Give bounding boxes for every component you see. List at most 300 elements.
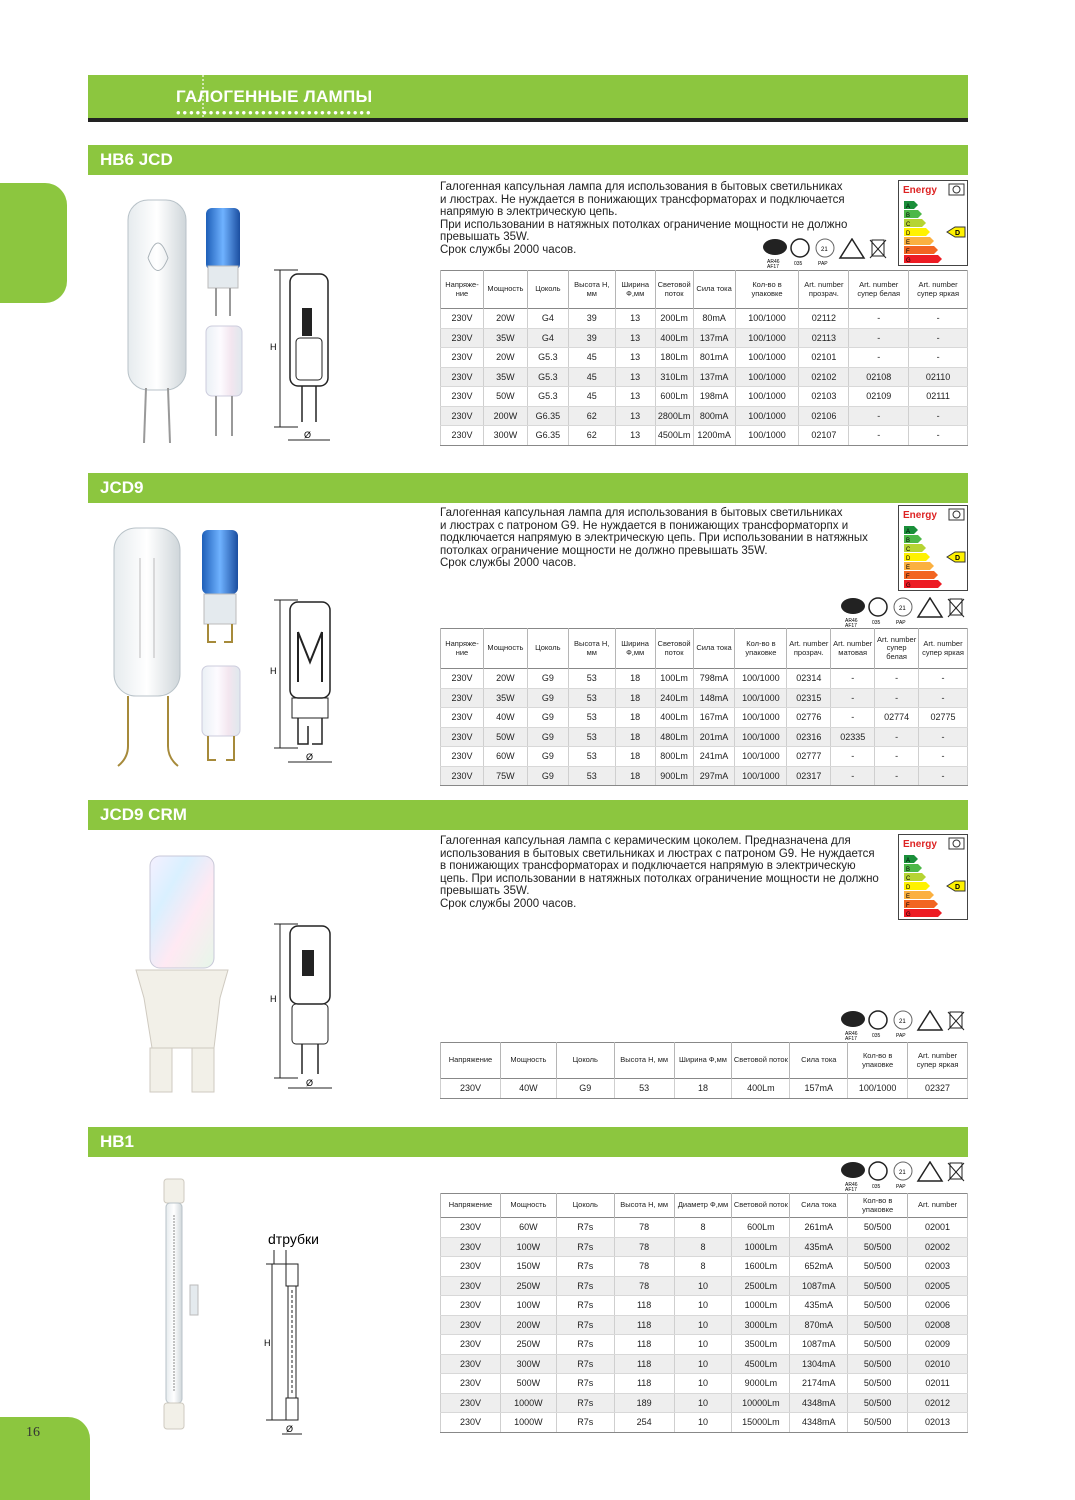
- table-cell: 02013: [908, 1413, 968, 1433]
- table-cell: -: [909, 406, 968, 426]
- description-line: Срок службы 2000 часов.: [440, 243, 577, 256]
- table-cell: 167mA: [693, 708, 735, 728]
- height-label: H: [270, 666, 277, 676]
- table-cell: 02314: [787, 669, 831, 689]
- table-cell: 02106: [799, 406, 849, 426]
- table-cell: 3500Lm: [732, 1335, 790, 1355]
- table-cell: G9: [527, 708, 568, 728]
- table-cell: 1087mA: [790, 1335, 848, 1355]
- table-cell: 100/1000: [735, 766, 787, 786]
- table-cell: 230V: [441, 1237, 501, 1257]
- table-cell: 100W: [500, 1296, 556, 1316]
- description-jcd9: [440, 507, 868, 570]
- table-cell: 02110: [909, 367, 968, 387]
- table-cell: 100/1000: [735, 727, 787, 747]
- table-cell: 78: [614, 1218, 674, 1238]
- table-cell: G5.3: [527, 367, 568, 387]
- table-cell: 100Lm: [655, 669, 693, 689]
- table-row: [441, 727, 968, 747]
- energy-scale: [899, 506, 967, 590]
- table-cell: 201mA: [693, 727, 735, 747]
- svg-text:A: A: [906, 858, 911, 864]
- table-cell: 1087mA: [790, 1276, 848, 1296]
- table-cell: 230V: [441, 669, 484, 689]
- table-cell: 118: [614, 1315, 674, 1335]
- table-cell: 297mA: [693, 766, 735, 786]
- table-cell: 230V: [441, 1354, 501, 1374]
- table-cell: 230V: [441, 688, 484, 708]
- column-header: Сила тока: [693, 629, 735, 669]
- lamp-photo-r7s: [150, 1175, 210, 1440]
- description-line: и люстрах. Не нуждается в понижающих трансформаторах и подключается: [440, 193, 845, 206]
- table-cell: 02011: [908, 1374, 968, 1394]
- svg-text:D: D: [906, 231, 911, 237]
- table-cell: R7s: [556, 1257, 614, 1277]
- table-cell: 118: [614, 1296, 674, 1316]
- column-header: Ширина Ф,мм: [615, 271, 655, 309]
- column-header: Мощность: [483, 629, 527, 669]
- column-header: Art. number супер яркая: [919, 629, 968, 669]
- table-cell: 10: [674, 1335, 732, 1355]
- table-cell: 500W: [500, 1374, 556, 1394]
- table-cell: 1200mA: [693, 426, 735, 446]
- table-row: [441, 426, 968, 446]
- certification-icons: [838, 597, 968, 627]
- spec-table-jcd9: [440, 628, 968, 786]
- table-cell: 200W: [500, 1315, 556, 1335]
- table-cell: G4: [527, 309, 568, 329]
- table-cell: -: [909, 426, 968, 446]
- column-header: Мощность: [483, 271, 527, 309]
- table-cell: 230V: [441, 1413, 501, 1433]
- table-cell: G5.3: [527, 348, 568, 368]
- table-cell: 1304mA: [790, 1354, 848, 1374]
- header-dots: ••••••••••••••••••••••••••••••: [176, 105, 373, 120]
- column-header: Кол-во в упаковке: [735, 629, 787, 669]
- table-cell: 50/500: [848, 1218, 908, 1238]
- table-cell: R7s: [556, 1335, 614, 1355]
- table-cell: 13: [615, 426, 655, 446]
- svg-text:D: D: [906, 885, 911, 891]
- table-row: [441, 1276, 968, 1296]
- dimension-drawing-g9-ceramic: [268, 918, 340, 1096]
- svg-text:AF17: AF17: [845, 1036, 857, 1040]
- table-cell: 02005: [908, 1276, 968, 1296]
- svg-text:D: D: [906, 556, 911, 562]
- table-cell: 230V: [441, 1276, 501, 1296]
- table-cell: -: [831, 708, 875, 728]
- column-header: Ширина Ф,мм: [615, 629, 655, 669]
- diameter-label: Ø: [306, 752, 314, 762]
- table-cell: 02008: [908, 1315, 968, 1335]
- spec-table-jcd9-crm: [440, 1042, 968, 1099]
- svg-text:E: E: [906, 240, 911, 246]
- description-line: При использовании в натяжных потолках ограничение мощности не должно: [440, 218, 848, 231]
- description-line: превышать 35W.: [440, 885, 530, 897]
- column-header: Ширина Ф,мм: [674, 1043, 732, 1079]
- spec-table-hb1: [440, 1193, 968, 1433]
- table-cell: 50/500: [848, 1354, 908, 1374]
- svg-text:E: E: [906, 565, 911, 571]
- description-line: напрямую в электрическую цепь.: [440, 206, 618, 218]
- table-cell: 35W: [483, 688, 527, 708]
- svg-text:21: 21: [899, 1019, 906, 1025]
- table-cell: 13: [615, 406, 655, 426]
- table-cell: 1600Lm: [732, 1257, 790, 1277]
- table-cell: 02012: [908, 1393, 968, 1413]
- table-cell: 62: [568, 426, 615, 446]
- table-cell: -: [849, 309, 909, 329]
- table-cell: 230V: [441, 1393, 501, 1413]
- table-cell: 02111: [909, 387, 968, 407]
- page-title: ГАЛОГЕННЫЕ ЛАМПЫ: [176, 87, 373, 106]
- table-cell: R7s: [556, 1374, 614, 1394]
- table-cell: -: [919, 727, 968, 747]
- table-row: [441, 766, 968, 786]
- column-header: Сила тока: [790, 1194, 848, 1218]
- table-cell: 100/1000: [735, 688, 787, 708]
- table-cell: 18: [615, 727, 655, 747]
- table-row: [441, 1393, 968, 1413]
- energy-class-selected: D: [955, 884, 961, 891]
- table-cell: 100/1000: [735, 328, 799, 348]
- svg-text:AF17: AF17: [767, 264, 779, 268]
- svg-text:AR46: AR46: [767, 259, 780, 265]
- table-cell: 35W: [483, 367, 527, 387]
- table-cell: 100/1000: [848, 1079, 908, 1099]
- table-cell: 02003: [908, 1257, 968, 1277]
- table-cell: 230V: [441, 1374, 501, 1394]
- table-cell: 02001: [908, 1218, 968, 1238]
- svg-text:G: G: [906, 583, 911, 589]
- table-cell: 118: [614, 1335, 674, 1355]
- description-jcd9-crm: [440, 835, 879, 910]
- table-cell: R7s: [556, 1296, 614, 1316]
- column-header: Мощность: [500, 1043, 556, 1079]
- column-header: Art. number супер яркая: [908, 1043, 968, 1079]
- table-cell: -: [849, 406, 909, 426]
- table-cell: G9: [527, 727, 568, 747]
- description-line: Галогенная капсульная лампа для использования в бытовых светильниках: [440, 507, 843, 519]
- table-cell: 230V: [441, 1315, 501, 1335]
- table-cell: 200Lm: [655, 309, 693, 329]
- table-cell: 150W: [500, 1257, 556, 1277]
- table-cell: 10: [674, 1276, 732, 1296]
- table-row: [441, 348, 968, 368]
- table-cell: 652mA: [790, 1257, 848, 1277]
- table-cell: 100/1000: [735, 348, 799, 368]
- table-cell: 118: [614, 1374, 674, 1394]
- table-cell: 230V: [441, 406, 484, 426]
- table-cell: 800Lm: [655, 747, 693, 767]
- table-row: [441, 309, 968, 329]
- dimension-drawing-g4: [268, 262, 338, 447]
- table-cell: 10: [674, 1393, 732, 1413]
- table-cell: 53: [568, 747, 615, 767]
- table-cell: 3000Lm: [732, 1315, 790, 1335]
- table-cell: 200W: [483, 406, 527, 426]
- table-row: [441, 1335, 968, 1355]
- table-cell: 1000Lm: [732, 1237, 790, 1257]
- table-cell: 50/500: [848, 1296, 908, 1316]
- table-cell: -: [831, 688, 875, 708]
- table-cell: 53: [568, 708, 615, 728]
- table-cell: 02107: [799, 426, 849, 446]
- table-cell: 1000W: [500, 1413, 556, 1433]
- table-cell: 100/1000: [735, 406, 799, 426]
- svg-text:C: C: [906, 222, 911, 228]
- table-cell: 198mA: [693, 387, 735, 407]
- description-line: использования в бытовых светильниках и люстрах с патроном G9. Не нуждается: [440, 847, 875, 860]
- table-cell: 18: [615, 766, 655, 786]
- dimension-drawing-r7s: [262, 1230, 342, 1440]
- column-header: Высота H, мм: [614, 1194, 674, 1218]
- table-cell: G9: [527, 669, 568, 689]
- svg-text:B: B: [906, 213, 911, 219]
- energy-class-selected: D: [955, 230, 961, 237]
- table-cell: 4500Lm: [732, 1354, 790, 1374]
- table-cell: 10: [674, 1413, 732, 1433]
- description-line: и люстрах с патроном G9. Не нуждается в понижающих трансформаторпх и: [440, 519, 849, 532]
- table-cell: 18: [615, 688, 655, 708]
- table-cell: G4: [527, 328, 568, 348]
- table-row: [441, 328, 968, 348]
- table-cell: 10: [674, 1374, 732, 1394]
- table-cell: 02006: [908, 1296, 968, 1316]
- svg-text:AF17: AF17: [845, 1187, 857, 1191]
- certification-icons: [760, 238, 965, 268]
- table-cell: 60W: [500, 1218, 556, 1238]
- column-header: Art. number супер белая: [875, 629, 919, 669]
- column-header: Напряже-ние: [441, 271, 484, 309]
- table-cell: 801mA: [693, 348, 735, 368]
- column-header: Напряжение: [441, 1194, 501, 1218]
- energy-label: [898, 834, 968, 920]
- table-cell: 1000Lm: [732, 1296, 790, 1316]
- table-row: [441, 1354, 968, 1374]
- energy-label: [898, 505, 968, 591]
- description-line: цепь. При использовании в натяжных потолках ограничение мощности не должно: [440, 872, 879, 885]
- table-cell: 137mA: [693, 367, 735, 387]
- column-header: Световой поток: [732, 1043, 790, 1079]
- table-cell: 100/1000: [735, 426, 799, 446]
- table-row: [441, 1079, 968, 1099]
- table-cell: 230V: [441, 1079, 501, 1099]
- svg-text:F: F: [906, 903, 910, 909]
- table-cell: 400Lm: [655, 328, 693, 348]
- column-header: Световой поток: [732, 1194, 790, 1218]
- table-cell: 02101: [799, 348, 849, 368]
- spec-table-hb6-jcd: [440, 270, 968, 446]
- table-cell: -: [831, 669, 875, 689]
- table-cell: 50/500: [848, 1315, 908, 1335]
- table-cell: 02108: [849, 367, 909, 387]
- table-cell: 02327: [908, 1079, 968, 1099]
- table-cell: -: [875, 747, 919, 767]
- column-header: Высота H, мм: [614, 1043, 674, 1079]
- table-cell: 15000Lm: [732, 1413, 790, 1433]
- table-cell: 78: [614, 1276, 674, 1296]
- table-cell: 300W: [483, 426, 527, 446]
- svg-text:PAP: PAP: [896, 1033, 906, 1039]
- lamp-photo-g9-ceramic: [128, 848, 238, 1100]
- column-header: Цоколь: [556, 1043, 614, 1079]
- svg-text:F: F: [906, 574, 910, 580]
- table-cell: 02103: [799, 387, 849, 407]
- table-cell: 78: [614, 1237, 674, 1257]
- table-cell: 310Lm: [655, 367, 693, 387]
- table-cell: G6.35: [527, 426, 568, 446]
- dimension-drawing-g9: [268, 592, 340, 770]
- svg-text:21: 21: [899, 1170, 906, 1176]
- table-row: [441, 1237, 968, 1257]
- table-cell: 40W: [483, 708, 527, 728]
- table-cell: 40W: [500, 1079, 556, 1099]
- table-cell: -: [909, 328, 968, 348]
- table-cell: 02774: [875, 708, 919, 728]
- table-cell: -: [875, 688, 919, 708]
- column-header: Art. number супер яркая: [909, 271, 968, 309]
- table-cell: 189: [614, 1393, 674, 1413]
- energy-logo: Energy: [903, 510, 937, 521]
- table-cell: -: [849, 348, 909, 368]
- table-cell: -: [919, 766, 968, 786]
- table-cell: 02315: [787, 688, 831, 708]
- description-line: в понижающих трансформаторах и подключается напрямую в электрическую: [440, 860, 856, 872]
- table-cell: 50/500: [848, 1237, 908, 1257]
- table-cell: 148mA: [693, 688, 735, 708]
- diameter-label: Ø: [306, 1078, 314, 1088]
- table-cell: 230V: [441, 1218, 501, 1238]
- table-cell: 137mA: [693, 328, 735, 348]
- table-cell: -: [909, 309, 968, 329]
- table-cell: 50/500: [848, 1276, 908, 1296]
- table-cell: 02777: [787, 747, 831, 767]
- table-row: [441, 688, 968, 708]
- table-cell: 230V: [441, 766, 484, 786]
- column-header: Напряжение: [441, 1043, 501, 1079]
- svg-text:PAP: PAP: [896, 620, 906, 626]
- table-row: [441, 1315, 968, 1335]
- main-header: [88, 75, 968, 122]
- table-cell: 230V: [441, 426, 484, 446]
- table-cell: G9: [556, 1079, 614, 1099]
- section-bar-jcd9-crm: [88, 800, 968, 830]
- table-cell: 50/500: [848, 1257, 908, 1277]
- table-cell: 230V: [441, 367, 484, 387]
- table-cell: 798mA: [693, 669, 735, 689]
- table-cell: 4348mA: [790, 1413, 848, 1433]
- table-cell: 50/500: [848, 1335, 908, 1355]
- table-row: [441, 367, 968, 387]
- table-cell: 230V: [441, 348, 484, 368]
- table-cell: 240Lm: [655, 688, 693, 708]
- svg-text:035: 035: [872, 620, 881, 626]
- lamp-photo-g9: [100, 518, 260, 780]
- table-cell: G9: [527, 747, 568, 767]
- table-cell: -: [849, 328, 909, 348]
- table-cell: 8: [674, 1257, 732, 1277]
- column-header: Art. number прозрач.: [787, 629, 831, 669]
- column-header: Сила тока: [693, 271, 735, 309]
- svg-text:035: 035: [794, 261, 803, 267]
- description-line: Срок службы 2000 часов.: [440, 557, 577, 569]
- table-cell: 400Lm: [732, 1079, 790, 1099]
- table-cell: 230V: [441, 309, 484, 329]
- table-cell: 13: [615, 367, 655, 387]
- column-header: Цоколь: [527, 629, 568, 669]
- table-cell: 53: [614, 1079, 674, 1099]
- table-cell: 435mA: [790, 1296, 848, 1316]
- svg-text:AR46: AR46: [845, 618, 858, 624]
- table-cell: -: [831, 766, 875, 786]
- table-cell: 100/1000: [735, 669, 787, 689]
- table-cell: 100/1000: [735, 708, 787, 728]
- column-header: Art. number матовая: [831, 629, 875, 669]
- column-header: Мощность: [500, 1194, 556, 1218]
- column-header: Кол-во в упаковке: [848, 1194, 908, 1218]
- column-header: Art. number супер белая: [849, 271, 909, 309]
- column-header: Световой поток: [655, 629, 693, 669]
- table-cell: 10000Lm: [732, 1393, 790, 1413]
- column-header: Цоколь: [556, 1194, 614, 1218]
- svg-text:AF17: AF17: [845, 623, 857, 627]
- column-header: Art. number прозрач.: [799, 271, 849, 309]
- table-cell: 53: [568, 766, 615, 786]
- svg-text:G: G: [906, 912, 911, 918]
- table-cell: -: [909, 348, 968, 368]
- section-bar-jcd9: [88, 473, 968, 503]
- table-cell: 300W: [500, 1354, 556, 1374]
- svg-text:A: A: [906, 204, 911, 210]
- table-cell: 62: [568, 406, 615, 426]
- table-cell: 50/500: [848, 1374, 908, 1394]
- column-header: Напряже-ние: [441, 629, 484, 669]
- table-cell: -: [919, 747, 968, 767]
- table-cell: 230V: [441, 328, 484, 348]
- table-row: [441, 1413, 968, 1433]
- svg-text:F: F: [906, 249, 910, 255]
- table-cell: 18: [674, 1079, 732, 1099]
- table-cell: R7s: [556, 1354, 614, 1374]
- column-header: Высота H, мм: [568, 629, 615, 669]
- table-cell: 18: [615, 708, 655, 728]
- svg-text:AR46: AR46: [845, 1182, 858, 1188]
- table-cell: G6.35: [527, 406, 568, 426]
- table-cell: 250W: [500, 1335, 556, 1355]
- table-row: [441, 387, 968, 407]
- table-cell: 9000Lm: [732, 1374, 790, 1394]
- table-cell: R7s: [556, 1218, 614, 1238]
- table-cell: 02316: [787, 727, 831, 747]
- description-line: Срок службы 2000 часов.: [440, 897, 577, 910]
- table-cell: 02113: [799, 328, 849, 348]
- diameter-label: Ø: [286, 1424, 294, 1434]
- table-cell: 02317: [787, 766, 831, 786]
- table-cell: 2800Lm: [655, 406, 693, 426]
- table-cell: 20W: [483, 309, 527, 329]
- section-title: HB6 JCD: [100, 150, 173, 169]
- table-row: [441, 708, 968, 728]
- column-header: Сила тока: [790, 1043, 848, 1079]
- height-label: H: [270, 994, 277, 1004]
- table-cell: 254: [614, 1413, 674, 1433]
- table-cell: 60W: [483, 747, 527, 767]
- table-cell: 45: [568, 387, 615, 407]
- svg-text:PAP: PAP: [818, 261, 828, 267]
- table-cell: -: [875, 669, 919, 689]
- table-cell: 600Lm: [732, 1218, 790, 1238]
